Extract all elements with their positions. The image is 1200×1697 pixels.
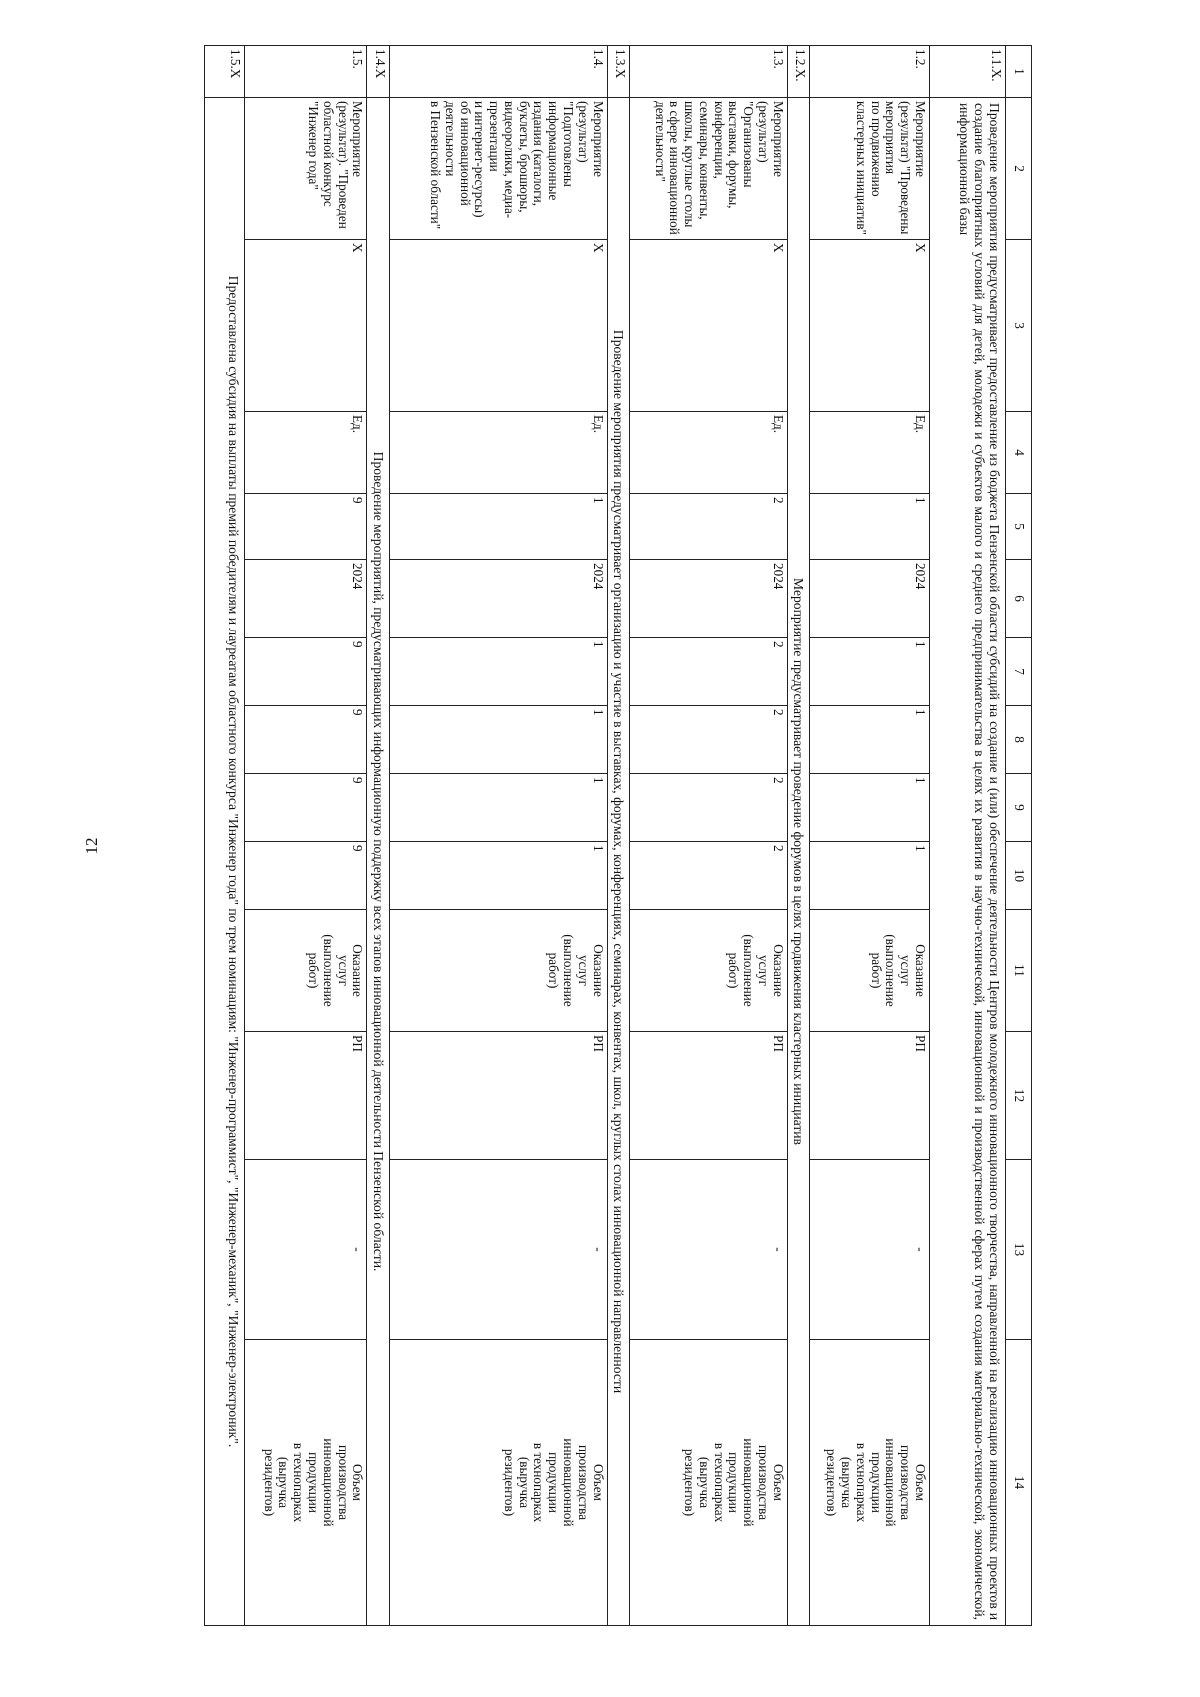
section-row: [787, 46, 809, 1626]
section-description: Проведение мероприятия предусматривает организацию и участие в выставках, форумах, конференциях, семинарах, конвентах, школ, круглых столах инновационной направленности: [607, 98, 629, 1626]
base-value: 2: [629, 494, 787, 560]
col-header-5: 5: [1006, 494, 1032, 560]
section-code: 1.4.X: [367, 46, 389, 98]
activity-name: Мероприятие (результат) "Организованы выставки, форумы, конференции, семинары, конвенты, школы, круглые столы в сфере инновационной деятельности": [629, 98, 787, 240]
value-col7: 2: [629, 638, 787, 706]
unit-cell: Ед.: [629, 412, 787, 494]
unit-cell: Ед.: [810, 412, 930, 494]
row-number: 1.5.: [245, 46, 367, 98]
level-cell: РП: [245, 1032, 367, 1160]
row-number: 1.4.: [389, 46, 607, 98]
section-code: 1.1.X.: [930, 46, 1006, 98]
col-header-2: 2: [1006, 98, 1032, 240]
cell-col13: -: [389, 1160, 607, 1340]
section-row: [607, 46, 629, 1626]
cell-col13: -: [810, 1160, 930, 1340]
value-col8: 2: [629, 706, 787, 774]
table-row: [629, 46, 787, 1626]
value-col10: 1: [389, 842, 607, 910]
base-year: 2024: [245, 560, 367, 638]
table-row: [245, 46, 367, 1626]
unit-cell: Ед.: [389, 412, 607, 494]
value-col8: 1: [389, 706, 607, 774]
value-col9: 2: [629, 774, 787, 842]
base-value: 9: [245, 494, 367, 560]
col-header-4: 4: [1006, 412, 1032, 494]
table-row: [389, 46, 607, 1626]
unit-cell: Ед.: [245, 412, 367, 494]
col-header-8: 8: [1006, 706, 1032, 774]
col-header-3: 3: [1006, 240, 1032, 412]
value-col9: 1: [389, 774, 607, 842]
activity-name: Мероприятие (результат) "Проведены мероприятия по продвижению кластерных инициатив": [810, 98, 930, 240]
value-col8: 1: [810, 706, 930, 774]
value-col9: 1: [810, 774, 930, 842]
col-header-6: 6: [1006, 560, 1032, 638]
base-year: 2024: [810, 560, 930, 638]
base-value: 1: [810, 494, 930, 560]
activity-name: Мероприятие (результат). "Проведен областной конкурс "Инженер года": [245, 98, 367, 240]
activity-type: Оказание услуг (выполнение работ): [389, 910, 607, 1032]
level-cell: РП: [629, 1032, 787, 1160]
level-cell: РП: [810, 1032, 930, 1160]
cell-col3: X: [629, 240, 787, 412]
activity-type: Оказание услуг (выполнение работ): [629, 910, 787, 1032]
value-col7: 9: [245, 638, 367, 706]
activity-type: Оказание услуг (выполнение работ): [810, 910, 930, 1032]
section-description: Предоставлена субсидия на выплаты премий победителям и лауреатам областного конкурса "Инженер года" по трем номинациям: "Инженер-программист", "Инженер-механик", "Инженер-электроник".: [205, 98, 245, 1626]
section-row: [367, 46, 389, 1626]
section-row: [930, 46, 1006, 1626]
col-header-10: 10: [1006, 842, 1032, 910]
col-header-11: 11: [1006, 910, 1032, 1032]
value-col10: 1: [810, 842, 930, 910]
activity-type: Оказание услуг (выполнение работ): [245, 910, 367, 1032]
col-header-9: 9: [1006, 774, 1032, 842]
base-value: 1: [389, 494, 607, 560]
section-code: 1.2.X.: [787, 46, 809, 98]
rotated-table-container: [174, 45, 1032, 1625]
section-code: 1.5.X: [205, 46, 245, 98]
indicator-cell: Объем производства инновационной продукции в технопарках (выручка резидентов): [389, 1340, 607, 1626]
indicator-cell: Объем производства инновационной продукции в технопарках (выручка резидентов): [810, 1340, 930, 1626]
section-code: 1.3.X: [607, 46, 629, 98]
value-col10: 9: [245, 842, 367, 910]
activities-table: [204, 45, 1032, 1626]
cell-col13: -: [245, 1160, 367, 1340]
header-row: [1006, 46, 1032, 1626]
section-row: [205, 46, 245, 1626]
col-header-7: 7: [1006, 638, 1032, 706]
section-description: Мероприятие предусматривает проведение форумов в целях продвижения кластерных инициатив: [787, 98, 809, 1626]
row-number: 1.2.: [810, 46, 930, 98]
value-col10: 2: [629, 842, 787, 910]
page-number: 12: [82, 837, 101, 855]
row-number: 1.3.: [629, 46, 787, 98]
indicator-cell: Объем производства инновационной продукции в технопарках (выручка резидентов): [245, 1340, 367, 1626]
value-col7: 1: [389, 638, 607, 706]
section-description: Проведение мероприятий, предусматривающих информационную поддержку всех этапов инновационной деятельности Пензенской области.: [367, 98, 389, 1626]
indicator-cell: Объем производства инновационной продукции в технопарках (выручка резидентов): [629, 1340, 787, 1626]
col-header-13: 13: [1006, 1160, 1032, 1340]
cell-col3: X: [389, 240, 607, 412]
table-row: [810, 46, 930, 1626]
value-col7: 1: [810, 638, 930, 706]
base-year: 2024: [629, 560, 787, 638]
section-description: Проведение мероприятия предусматривает предоставление из бюджета Пензенской области субсидий на создание и (или) обеспечение деятельности Центров молодежного инновационного творчества, направленной на реализацию инновационных проектов и создание благоприятных условий для детей, молодежи и субъектов малого и среднего предпринимательства в целях их развития в научно-технической, инновационной и производственной сферах путем создания материально-технической, экономической, информационной базы: [930, 98, 1006, 1626]
col-header-14: 14: [1006, 1340, 1032, 1626]
col-header-1: 1: [1006, 46, 1032, 98]
activity-name: Мероприятие (результат) "Подготовлены информационные издания (каталоги, буклеты, брошюры, видеоролики, медиа- презентации и интернет-ресурсы) об инновационной деятельности в Пензенской области": [389, 98, 607, 240]
value-col8: 9: [245, 706, 367, 774]
cell-col3: X: [810, 240, 930, 412]
level-cell: РП: [389, 1032, 607, 1160]
base-year: 2024: [389, 560, 607, 638]
value-col9: 9: [245, 774, 367, 842]
cell-col3: X: [245, 240, 367, 412]
cell-col13: -: [629, 1160, 787, 1340]
col-header-12: 12: [1006, 1032, 1032, 1160]
